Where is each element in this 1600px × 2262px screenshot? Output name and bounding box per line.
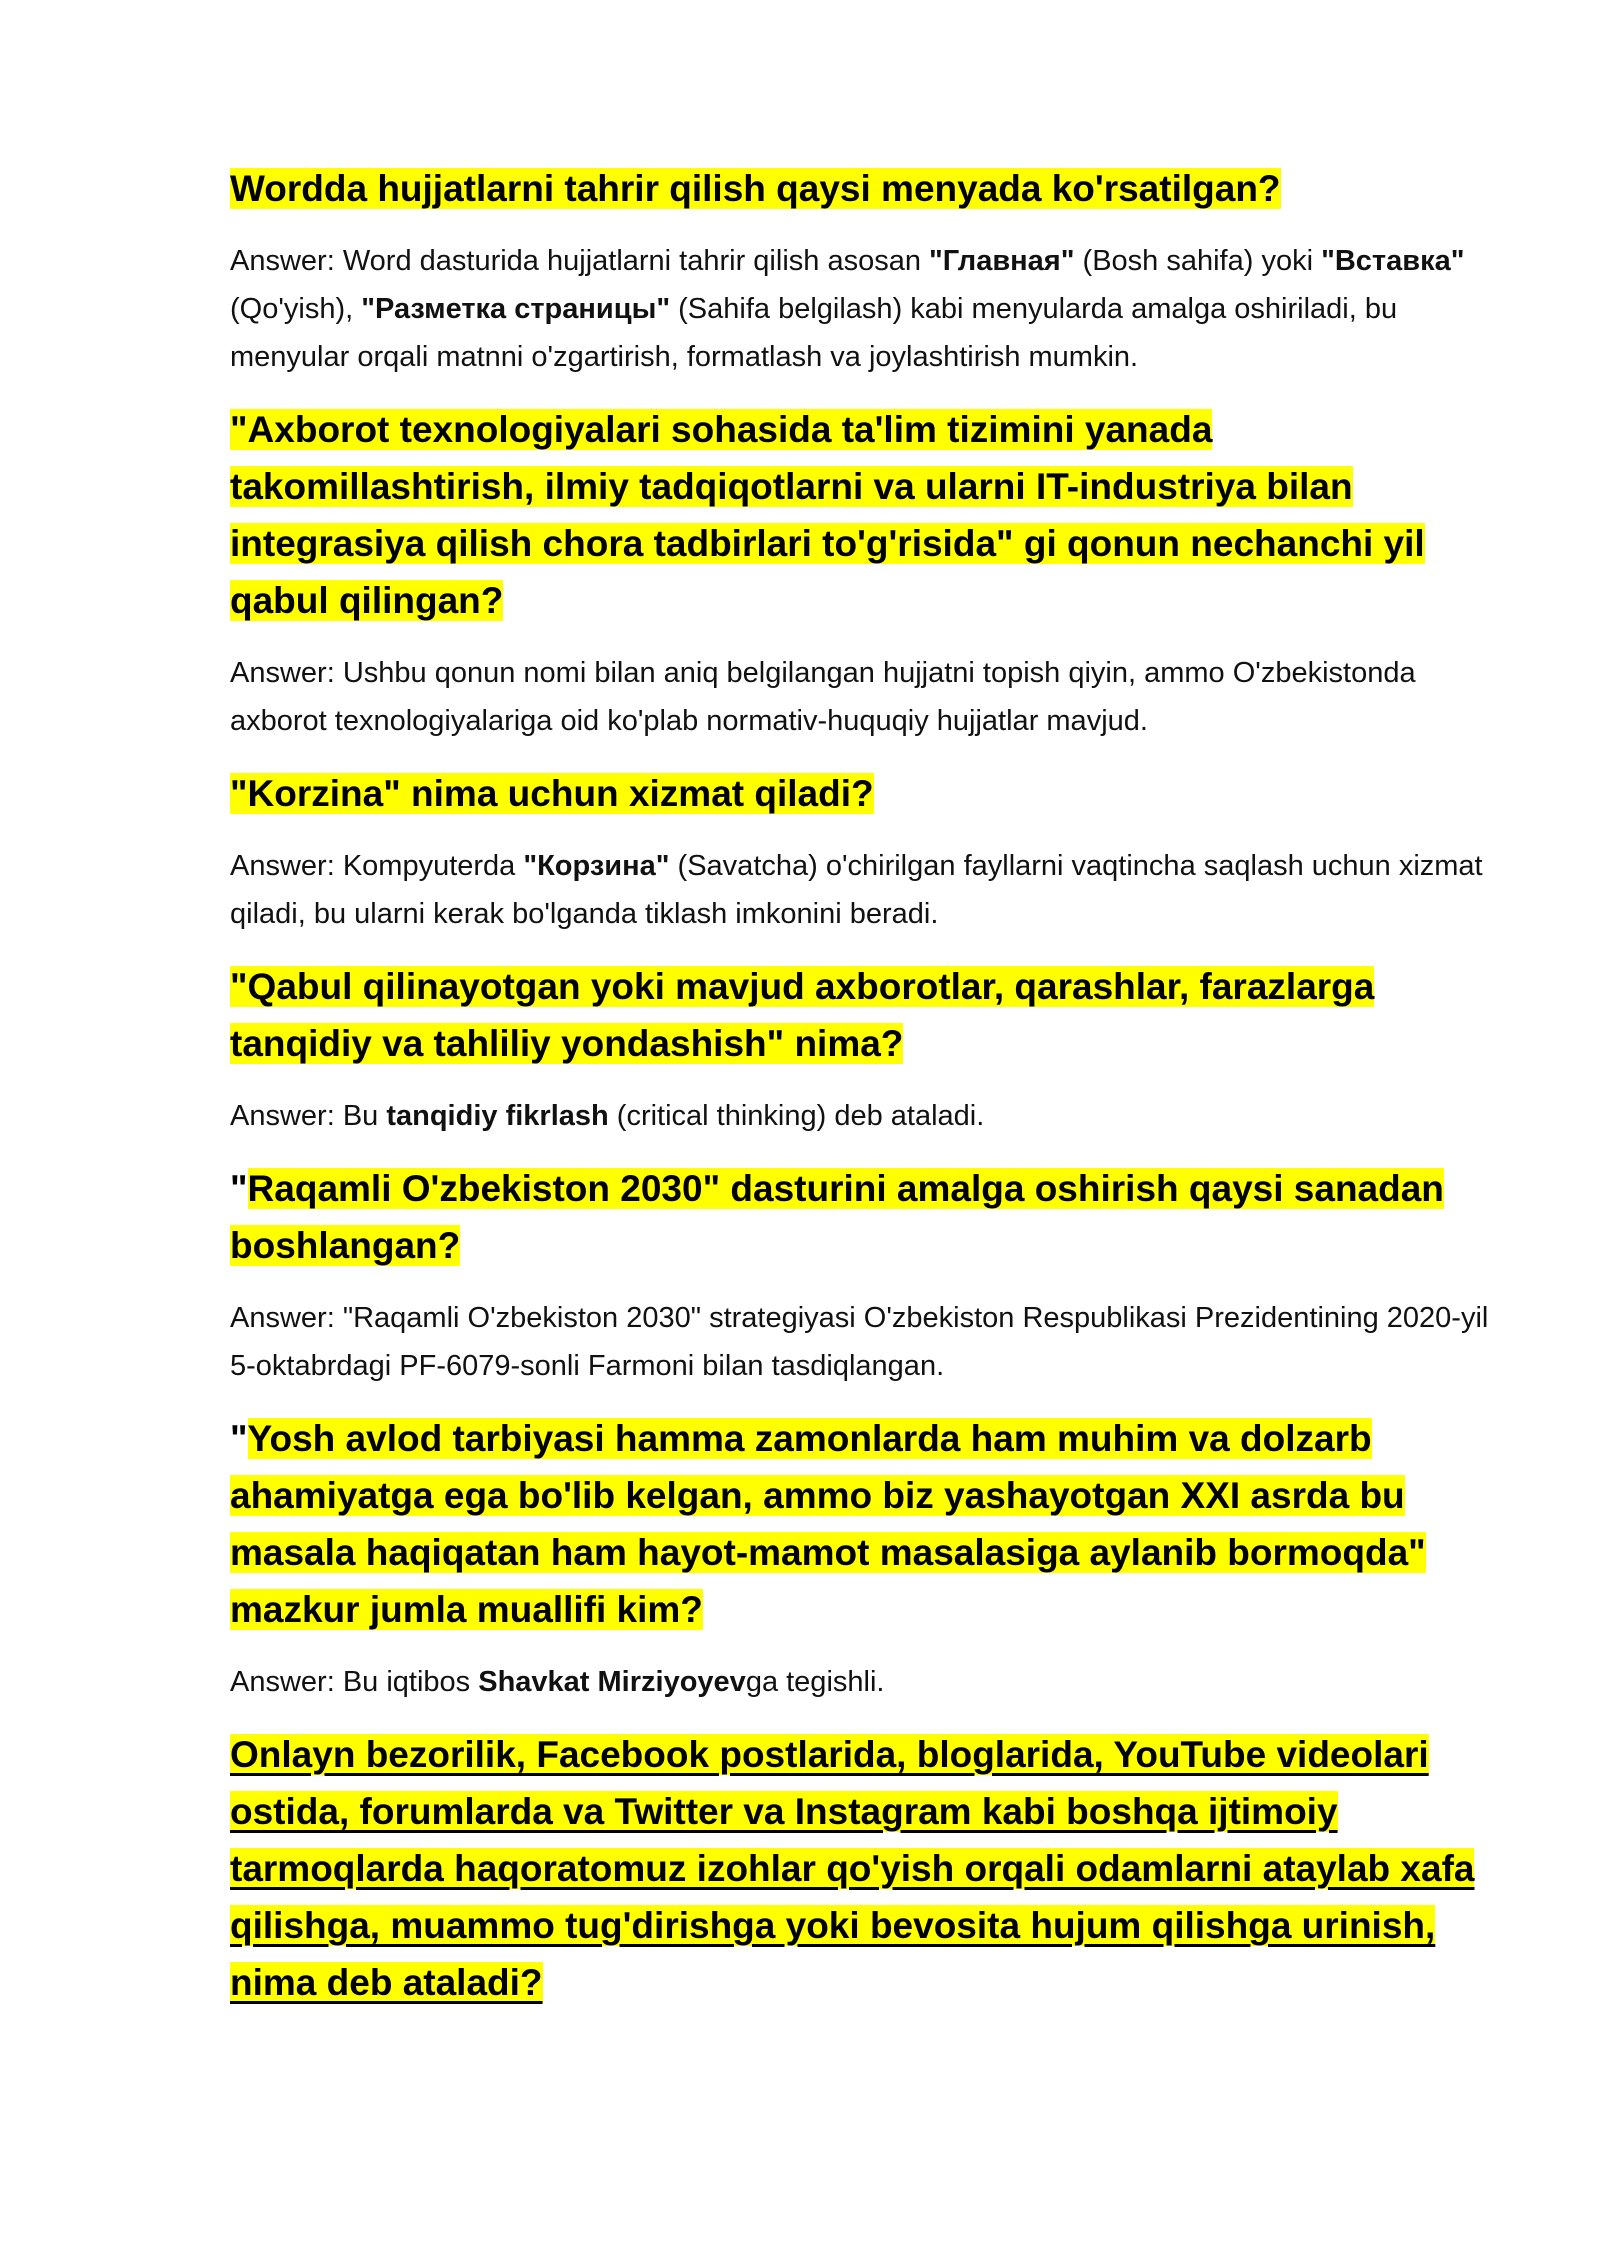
question-1-text: Wordda hujjatlarni tahrir qilish qaysi menyada ko'rsatilgan? <box>230 168 1281 209</box>
answer-2 <box>230 649 1500 745</box>
question-1 <box>230 160 1500 217</box>
answer-1-bold-1: "Главная" <box>929 245 1075 277</box>
answer-2-text: Answer: Ushbu qonun nomi bilan aniq belgilangan hujjatni topish qiyin, ammo O'zbekistonda axborot texnologiyalariga oid ko'plab normativ-huquqiy hujjatlar mavjud. <box>230 657 1416 737</box>
answer-6 <box>230 1658 1500 1706</box>
question-3-text: "Korzina" nima uchun xizmat qiladi? <box>230 773 874 814</box>
question-2-text: "Axborot texnologiyalari sohasida ta'lim tizimini yanada takomillashtirish, ilmiy tadqiqotlarni va ularni IT-industriya bilan integrasiya qilish chora tadbirlari to'g'risida" gi qonun nechanchi yil qabul qilingan? <box>230 409 1425 621</box>
answer-6-bold-1: Shavkat Mirziyoyev <box>478 1666 746 1698</box>
question-2 <box>230 401 1500 629</box>
question-4 <box>230 958 1500 1072</box>
answer-1-bold-3: "Разметка страницы" <box>361 293 671 325</box>
question-4-text: "Qabul qilinayotgan yoki mavjud axborotlar, qarashlar, farazlarga tanqidiy va tahliliy yondashish" nima? <box>230 966 1375 1064</box>
answer-3-text: Answer: Kompyuterda <box>230 850 524 882</box>
answer-4-text-2: (critical thinking) deb ataladi. <box>608 1100 985 1132</box>
question-5-lead: " <box>230 1168 248 1209</box>
answer-1-text-4: (Sahifa belgilash) kabi menyularda amalga oshiriladi, bu menyular orqali matnni o'zgartirish, formatlash va joylashtirish mumkin. <box>230 293 1398 373</box>
answer-1-text-3: (Qo'yish), <box>230 293 362 325</box>
answer-3-bold-1: "Корзина" <box>523 850 670 882</box>
question-5 <box>230 1160 1500 1274</box>
answer-5-text: Answer: "Raqamli O'zbekiston 2030" strategiyasi O'zbekiston Respublikasi Prezidentining 2020-yil 5-oktabrdagi PF-6079-sonli Farmoni bilan tasdiqlangan. <box>230 1302 1489 1382</box>
question-7 <box>230 1726 1500 2011</box>
answer-5 <box>230 1294 1500 1390</box>
answer-4-bold-1: tanqidiy fikrlash <box>386 1100 609 1132</box>
answer-3 <box>230 842 1500 938</box>
question-6 <box>230 1410 1500 1638</box>
question-6-text: Yosh avlod tarbiyasi hamma zamonlarda ham muhim va dolzarb ahamiyatga ega bo'lib kelgan, ammo biz yashayotgan XXI asrda bu masala haqiqatan ham hayot-mamot masalasiga aylanib bormoqda" mazkur jumla muallifi kim? <box>230 1418 1426 1630</box>
answer-3-text-2: (Savatcha) o'chirilgan fayllarni vaqtincha saqlash uchun xizmat qiladi, bu ularni kerak bo'lganda tiklash imkonini beradi. <box>230 850 1483 930</box>
question-3 <box>230 765 1500 822</box>
answer-1-text-2: (Bosh sahifa) yoki <box>1074 245 1322 277</box>
answer-4-text: Answer: Bu <box>230 1100 387 1132</box>
answer-4 <box>230 1092 1500 1140</box>
document-page <box>230 160 1500 2011</box>
answer-1 <box>230 237 1500 381</box>
answer-6-text: Answer: Bu iqtibos <box>230 1666 479 1698</box>
question-5-text: Raqamli O'zbekiston 2030" dasturini amalga oshirish qaysi sanadan boshlangan? <box>230 1168 1444 1266</box>
answer-1-bold-2: "Вставка" <box>1321 245 1465 277</box>
question-6-lead: " <box>230 1418 248 1459</box>
answer-1-text: Answer: Word dasturida hujjatlarni tahrir qilish asosan <box>230 245 930 277</box>
answer-6-text-2: ga tegishli. <box>745 1666 885 1698</box>
question-7-text: Onlayn bezorilik, Facebook postlarida, bloglarida, YouTube videolari ostida, forumlarda va Twitter va Instagram kabi boshqa ijtimoiy tarmoqlarda haqoratomuz izohlar qo'yish orqali odamlarni ataylab xafa qilishga, muammo tug'dirishga yoki bevosita hujum qilishga urinish, nima deb ataladi? <box>230 1734 1475 2003</box>
